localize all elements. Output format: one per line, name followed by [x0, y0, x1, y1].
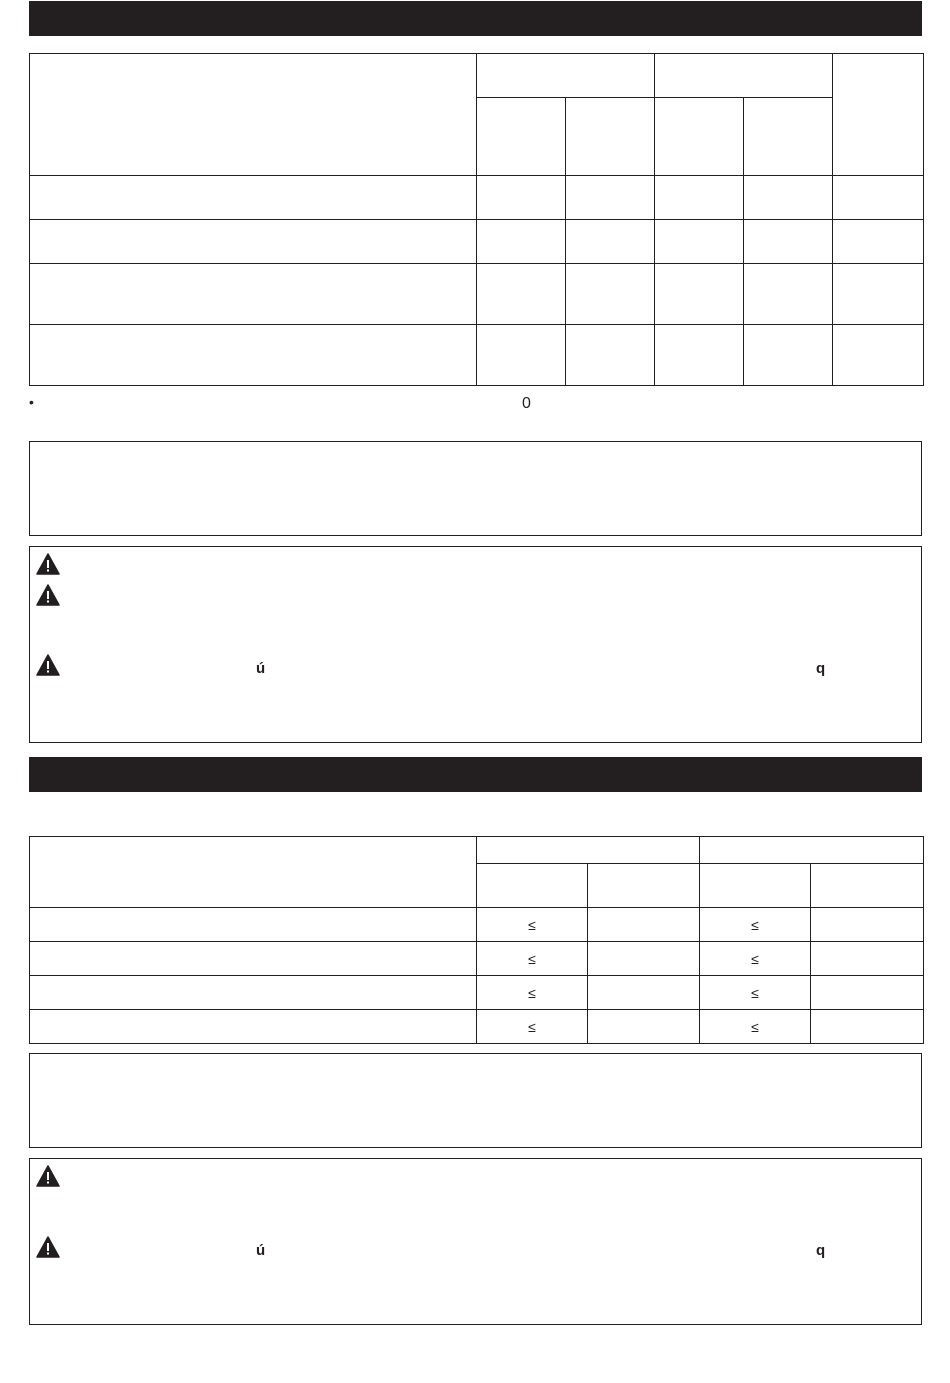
table-row [30, 976, 924, 1010]
table-cell [588, 942, 700, 976]
table-cell [655, 325, 744, 386]
table-cell [833, 264, 924, 325]
table-cell-symbol: ≤ [477, 908, 588, 942]
footnote-value: 0 [522, 395, 531, 412]
table-cell [811, 1010, 924, 1044]
section-header-bar [29, 757, 922, 792]
table-row [30, 220, 924, 264]
table-cell [30, 220, 477, 264]
warning-box [29, 546, 922, 743]
warning-triangle-icon [36, 584, 60, 606]
table-header-cell [30, 837, 477, 908]
table-row [30, 942, 924, 976]
warning-glyph: ú [256, 660, 266, 677]
table-cell [655, 264, 744, 325]
table-cell [30, 325, 477, 386]
table-cell [655, 176, 744, 220]
table-cell [811, 908, 924, 942]
table-header-cell [477, 864, 588, 908]
table-header-cell [566, 98, 655, 176]
table-cell [588, 1010, 700, 1044]
table-header-group [700, 837, 924, 864]
table-cell-symbol: ≤ [700, 942, 811, 976]
table-cell-symbol: ≤ [700, 908, 811, 942]
table-cell [833, 220, 924, 264]
table-header-cell [700, 864, 811, 908]
table-row [30, 325, 924, 386]
table-cell [30, 942, 477, 976]
table-cell-symbol: ≤ [477, 942, 588, 976]
spec-table-2 [29, 836, 924, 1044]
table-row [30, 176, 924, 220]
warning-glyph: q [816, 660, 826, 677]
table-cell [588, 908, 700, 942]
table-header-cell [744, 98, 833, 176]
table-cell [477, 176, 566, 220]
table-cell [477, 325, 566, 386]
table-cell [566, 264, 655, 325]
table-cell-symbol: ≤ [700, 1010, 811, 1044]
table-header-cell [833, 54, 924, 176]
table-header-cell [477, 98, 566, 176]
table-row [30, 264, 924, 325]
table-cell [811, 942, 924, 976]
table-header-cell [811, 864, 924, 908]
table-cell [833, 325, 924, 386]
table-row [30, 1010, 924, 1044]
table-cell [744, 176, 833, 220]
warning-glyph: q [816, 1242, 826, 1259]
table-cell [744, 220, 833, 264]
table-header-group [477, 837, 700, 864]
table-cell [566, 176, 655, 220]
table-cell [833, 176, 924, 220]
table-header-cell [655, 98, 744, 176]
warning-triangle-icon [36, 1236, 60, 1258]
spec-table-1 [29, 53, 924, 386]
section-header-bar [29, 1, 922, 36]
note-box [29, 1053, 922, 1148]
table-header-cell [30, 54, 477, 176]
table-cell [588, 976, 700, 1010]
table-header-row [30, 837, 924, 864]
table-cell [477, 220, 566, 264]
table-cell [30, 176, 477, 220]
table-cell [30, 264, 477, 325]
warning-glyph: ú [256, 1242, 266, 1259]
table-cell [566, 220, 655, 264]
note-box [29, 441, 922, 536]
table-cell-symbol: ≤ [700, 976, 811, 1010]
table-header-cell [588, 864, 700, 908]
table-cell [744, 264, 833, 325]
table-cell-symbol: ≤ [477, 976, 588, 1010]
warning-triangle-icon [36, 654, 60, 676]
table-cell [744, 325, 833, 386]
table-cell [30, 976, 477, 1010]
table-row [30, 908, 924, 942]
warning-box [29, 1158, 922, 1325]
table-header-row [30, 54, 924, 98]
table-cell [30, 908, 477, 942]
table-cell [30, 1010, 477, 1044]
table-header-group [477, 54, 655, 98]
table-header-group [655, 54, 833, 98]
table-cell [655, 220, 744, 264]
table-cell-symbol: ≤ [477, 1010, 588, 1044]
table-cell [566, 325, 655, 386]
warning-triangle-icon [36, 1165, 60, 1187]
footnote-bullet: • [29, 394, 34, 410]
warning-triangle-icon [36, 553, 60, 575]
table-cell [811, 976, 924, 1010]
table-cell [477, 264, 566, 325]
